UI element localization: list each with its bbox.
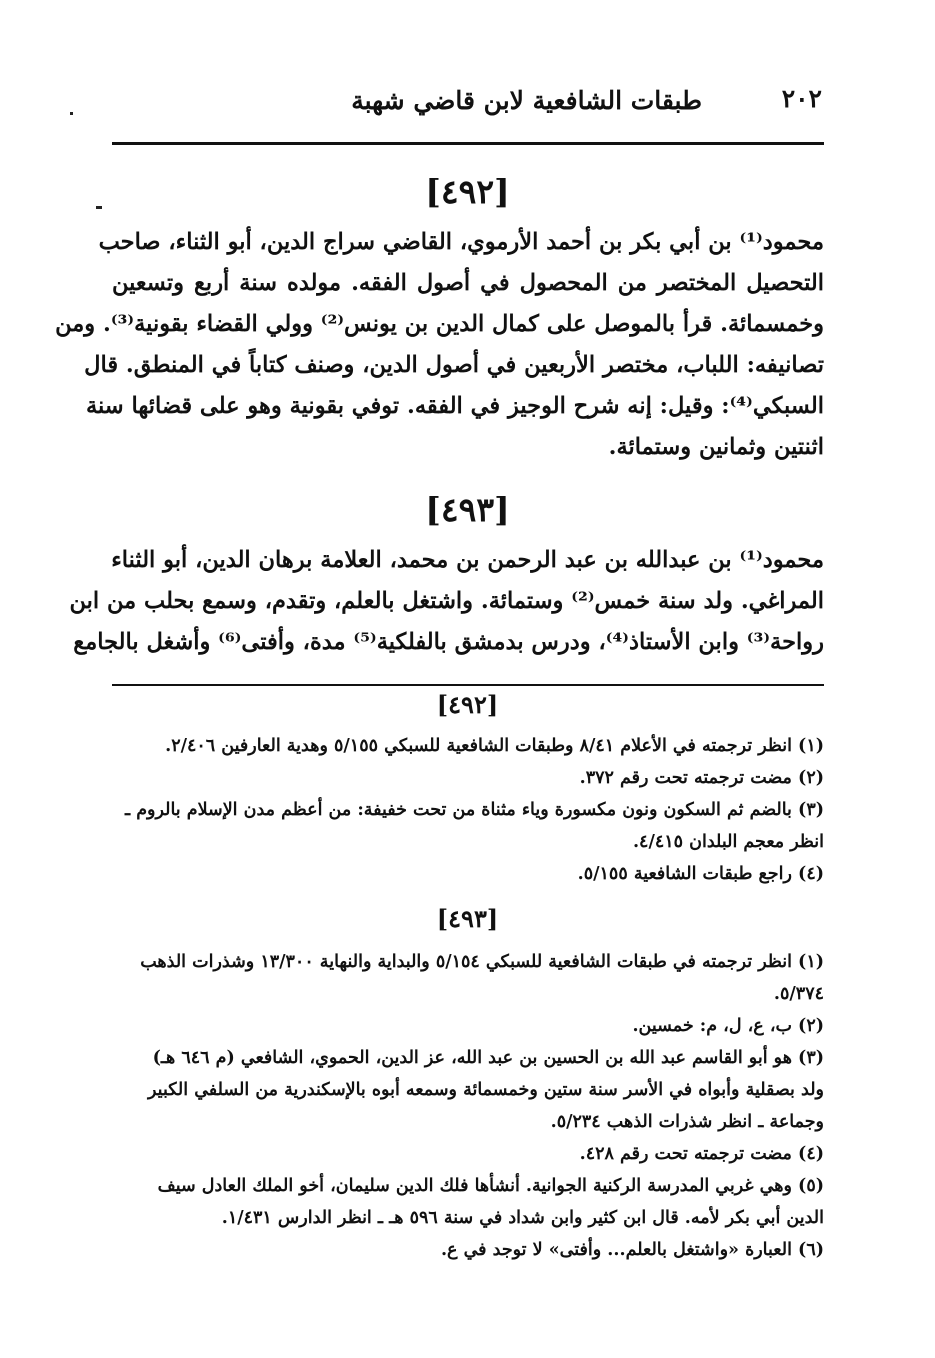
entry-493-text [69,540,824,663]
footnote-separator [112,684,824,686]
footnote-line: (٤) راجع طبقات الشافعية ٥/١٥٥. [577,864,824,884]
footnote [112,730,824,762]
footnotes-492 [112,730,824,890]
footnote-line: (٢) مضت ترجمته تحت رقم ٣٧٢. [579,768,824,788]
footnote-line: (٣) بالضم ثم السكون ونون مكسورة وياء مثناة من تحت خفيفة: من أعظم مدن الإسلام بالروم ـ [124,800,824,820]
footnote [112,1010,824,1042]
footnote-line: (٢) ب، ع، ل، م: خمسين. [632,1016,824,1036]
header-rule [112,142,824,145]
entry-492-line-5: السبكي⁽⁴⁾: وقيل: إنه شرح الوجيز في الفقه. توفي بقونية وهو على قضائها سنة [85,393,824,419]
entry-492-line-1: محمود⁽¹⁾ بن أبي بكر بن أحمد الأرموي، القاضي سراج الدين، أبو الثناء، صاحب [98,229,824,255]
footnote-line: (٥) وهي غربي المدرسة الركنية الجوانية. أنشأها فلك الدين سليمان، أخو الملك العادل سيف [157,1176,824,1196]
footnote-line: انظر معجم البلدان ٤/٤١٥. [632,832,824,852]
footnote-line: ولد بصقلية وأبواه في الأسر سنة ستين وخمسمائة وسمعه أبوه بالإسكندرية من السلفي الكبير [148,1080,824,1100]
footnote-line: الدين أبي بكر لأمه. قال ابن كثير وابن شداد في سنة ٥٩٦ هـ ـ انظر الدارس ١/٤٣١. [221,1208,824,1228]
entry-493-line-3: رواحة⁽³⁾ وابن الأستاذ⁽⁴⁾، ودرس بدمشق بالفلكية⁽⁵⁾ مدة، وأفتى⁽⁶⁾ وأشغل بالجامع [73,629,824,655]
footnote-line: (١) انظر ترجمته في طبقات الشافعية للسبكي ٥/١٥٤ والبداية والنهاية ١٣/٣٠٠ وشذرات الذهب [140,952,824,972]
running-title: طبقات الشافعية لابن قاضي شهبة [351,86,702,115]
scan-speck [96,206,102,209]
entry-492-line-2: التحصيل المختصر من المحصول في أصول الفقه. مولده سنة أربع وتسعين [112,270,824,296]
footnote-group-493-number: [٤٩٣] [436,904,499,933]
footnote [112,1234,824,1266]
page-number: ٢٠٢ [781,84,822,113]
entry-493-line-1: محمود⁽¹⁾ بن عبدالله بن عبد الرحمن بن محمد، العلامة برهان الدين، أبو الثناء [111,547,824,573]
footnote [112,946,824,1010]
entry-number-493: [٤٩٣] [425,490,510,529]
footnote [112,1170,824,1234]
entry-492-line-4: تصانيفه: اللباب، مختصر الأربعين في أصول الدين، وصنف كتاباً في المنطق. قال [84,352,824,378]
entry-493-line-2: المراغي. ولد سنة خمس⁽²⁾ وستمائة. واشتغل بالعلم، وتقدم، وسمع بحلب من ابن [69,588,824,614]
footnote [112,858,824,890]
footnote [112,1042,824,1138]
footnote-line: (٦) العبارة «واشتغل بالعلم... وأفتى» لا توجد في ع. [440,1240,824,1260]
footnote-group-492-number: [٤٩٢] [436,690,499,719]
footnote [112,794,824,858]
entry-492-line-3: وخمسمائة. قرأ بالموصل على كمال الدين بن يونس⁽²⁾ وولي القضاء بقونية⁽³⁾. ومن [55,311,824,337]
footnote-line: وجماعة ـ انظر شذرات الذهب ٥/٢٣٤. [550,1112,824,1132]
entry-492-text [55,222,824,468]
entry-492-line-6: اثنتين وثمانين وستمائة. [608,434,824,460]
footnote-line: ٥/٣٧٤. [773,984,824,1004]
footnote-line: (٤) مضت ترجمته تحت رقم ٤٢٨. [579,1144,824,1164]
footnote [112,762,824,794]
footnote-line: (١) انظر ترجمته في الأعلام ٨/٤١ وطبقات الشافعية للسبكي ٥/١٥٥ وهدية العارفين ٢/٤٠٦. [165,736,824,756]
running-header [112,80,822,128]
entry-number-492: [٤٩٢] [425,172,510,211]
footnotes-493 [112,946,824,1266]
scan-speck [70,112,73,115]
footnote [112,1138,824,1170]
footnote-line: (٣) هو أبو القاسم عبد الله بن الحسين بن عبد الله، عز الدين، الحموي، الشافعي (م ٦٤٦ هـ) [152,1048,824,1068]
